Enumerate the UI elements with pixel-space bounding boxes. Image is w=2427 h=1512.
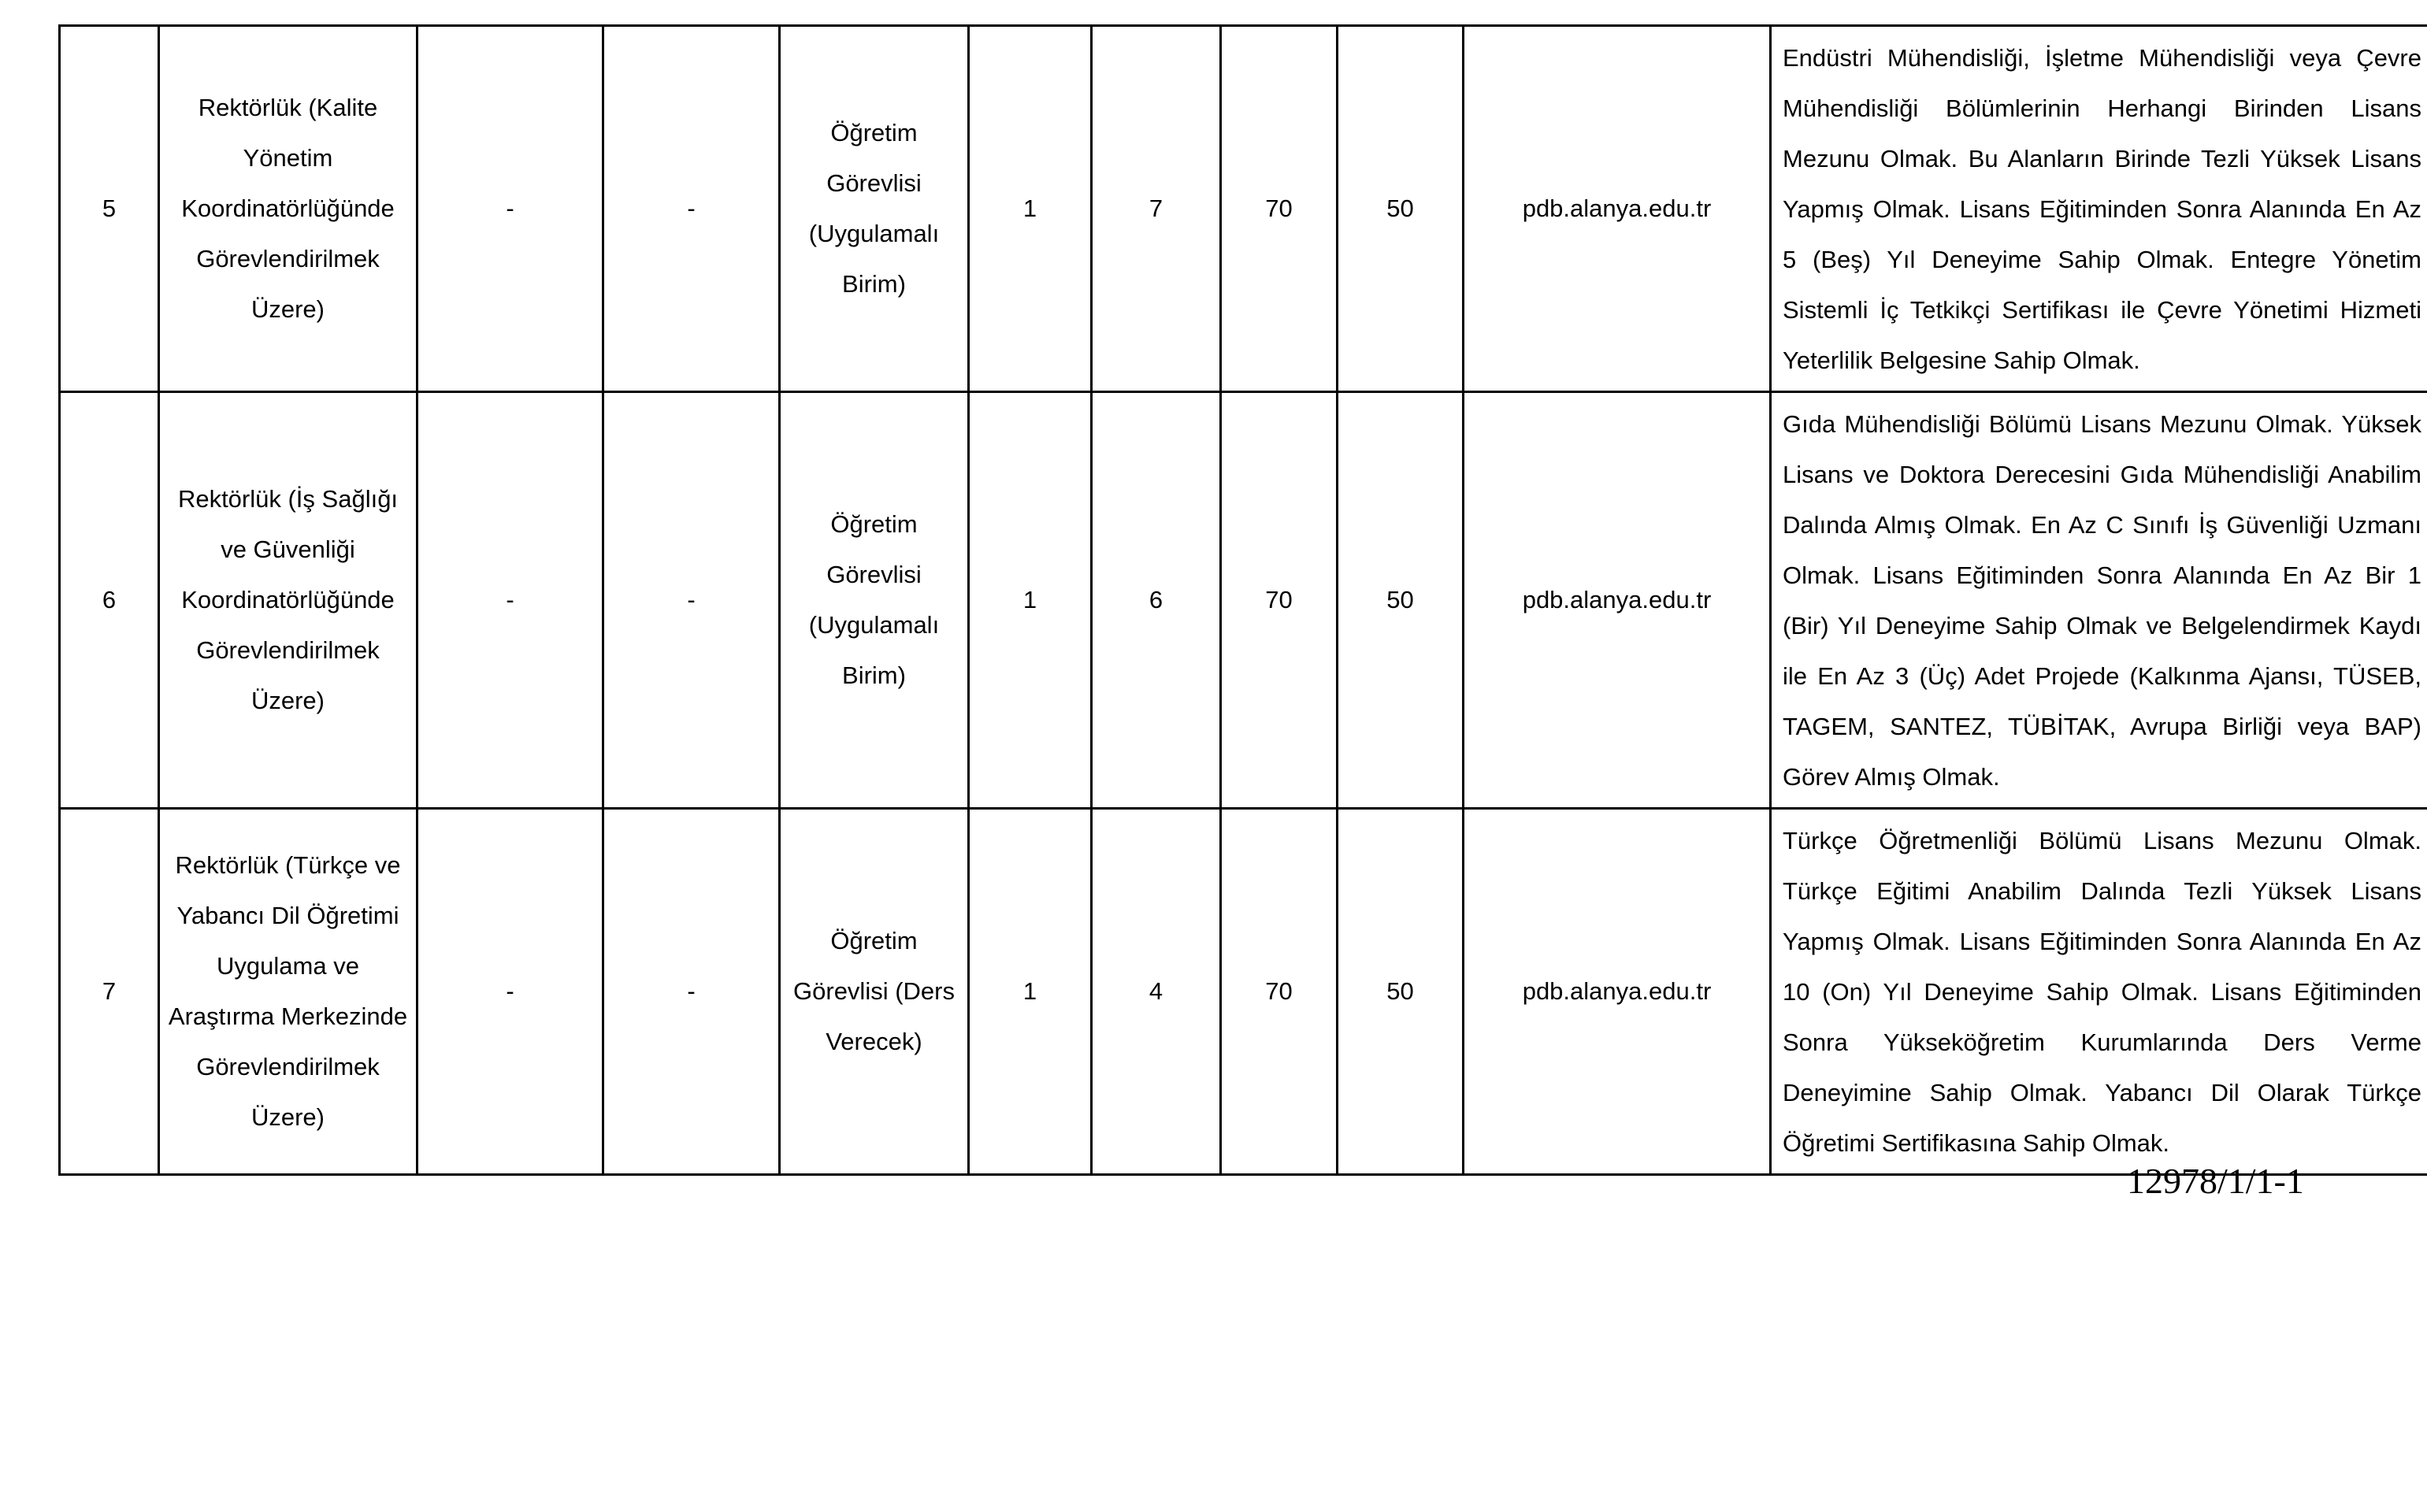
table-row xyxy=(60,26,2427,392)
degree-cell: 4 xyxy=(1092,809,1221,1175)
requirements-cell: Endüstri Mühendisliği, İşletme Mühendisliği veya Çevre Mühendisliği Bölümlerinin Herhangi Birinden Lisans Mezunu Olmak. Bu Alanların Birinde Tezli Yüksek Lisans Yapmış Olmak. Lisans Eğitiminden Sonra Alanında En Az 5 (Beş) Yıl Deneyime Sahip Olmak. Entegre Yönetim Sistemli İç Tetkikçi Sertifikası ile Çevre Yönetimi Hizmeti Yeterlilik Belgesine Sahip Olmak. xyxy=(1771,26,2427,392)
score-cell: 50 xyxy=(1338,26,1464,392)
score-cell: 70 xyxy=(1221,809,1338,1175)
website-cell: pdb.alanya.edu.tr xyxy=(1464,809,1771,1175)
score-cell: 50 xyxy=(1338,809,1464,1175)
count-cell: 1 xyxy=(969,26,1092,392)
row-number: 7 xyxy=(60,809,159,1175)
count-cell: 1 xyxy=(969,392,1092,809)
position-title-cell: Öğretim Görevlisi (Uygulamalı Birim) xyxy=(780,392,969,809)
table-row xyxy=(60,809,2427,1175)
score-cell: 70 xyxy=(1221,26,1338,392)
degree-cell: 7 xyxy=(1092,26,1221,392)
degree-cell: 6 xyxy=(1092,392,1221,809)
position-title-cell: Öğretim Görevlisi (Ders Verecek) xyxy=(780,809,969,1175)
table-row xyxy=(60,392,2427,809)
requirements-cell: Türkçe Öğretmenliği Bölümü Lisans Mezunu Olmak. Türkçe Eğitimi Anabilim Dalında Tezli Yüksek Lisans Yapmış Olmak. Lisans Eğitiminden Sonra Alanında En Az 10 (On) Yıl Deneyime Sahip Olmak. Lisans Eğitiminden Sonra Yükseköğretim Kurumlarında Ders Verme Deneyimine Sahip Olmak. Yabancı Dil Olarak Türkçe Öğretimi Sertifikasına Sahip Olmak. xyxy=(1771,809,2427,1175)
dash-cell: - xyxy=(603,809,780,1175)
row-number: 5 xyxy=(60,26,159,392)
position-title-cell: Öğretim Görevlisi (Uygulamalı Birim) xyxy=(780,26,969,392)
dash-cell: - xyxy=(417,392,603,809)
document-reference-code: 12978/1/1-1 xyxy=(2127,1161,2304,1201)
dash-cell: - xyxy=(603,26,780,392)
unit-cell: Rektörlük (İş Sağlığı ve Güvenliği Koordinatörlüğünde Görevlendirilmek Üzere) xyxy=(159,392,417,809)
unit-cell: Rektörlük (Kalite Yönetim Koordinatörlüğünde Görevlendirilmek Üzere) xyxy=(159,26,417,392)
count-cell: 1 xyxy=(969,809,1092,1175)
dash-cell: - xyxy=(417,26,603,392)
position-listing-table xyxy=(58,24,2427,1176)
requirements-cell: Gıda Mühendisliği Bölümü Lisans Mezunu Olmak. Yüksek Lisans ve Doktora Derecesini Gıda Mühendisliği Anabilim Dalında Almış Olmak. En Az C Sınıfı İş Güvenliği Uzmanı Olmak. Lisans Eğitiminden Sonra Alanında En Az Bir 1 (Bir) Yıl Deneyime Sahip Olmak ve Belgelendirmek Kaydı ile En Az 3 (Üç) Adet Projede (Kalkınma Ajansı, TÜSEB, TAGEM, SANTEZ, TÜBİTAK, Avrupa Birliği veya BAP) Görev Almış Olmak. xyxy=(1771,392,2427,809)
website-cell: pdb.alanya.edu.tr xyxy=(1464,392,1771,809)
website-cell: pdb.alanya.edu.tr xyxy=(1464,26,1771,392)
dash-cell: - xyxy=(603,392,780,809)
score-cell: 70 xyxy=(1221,392,1338,809)
row-number: 6 xyxy=(60,392,159,809)
unit-cell: Rektörlük (Türkçe ve Yabancı Dil Öğretimi Uygulama ve Araştırma Merkezinde Görevlendirilmek Üzere) xyxy=(159,809,417,1175)
score-cell: 50 xyxy=(1338,392,1464,809)
dash-cell: - xyxy=(417,809,603,1175)
